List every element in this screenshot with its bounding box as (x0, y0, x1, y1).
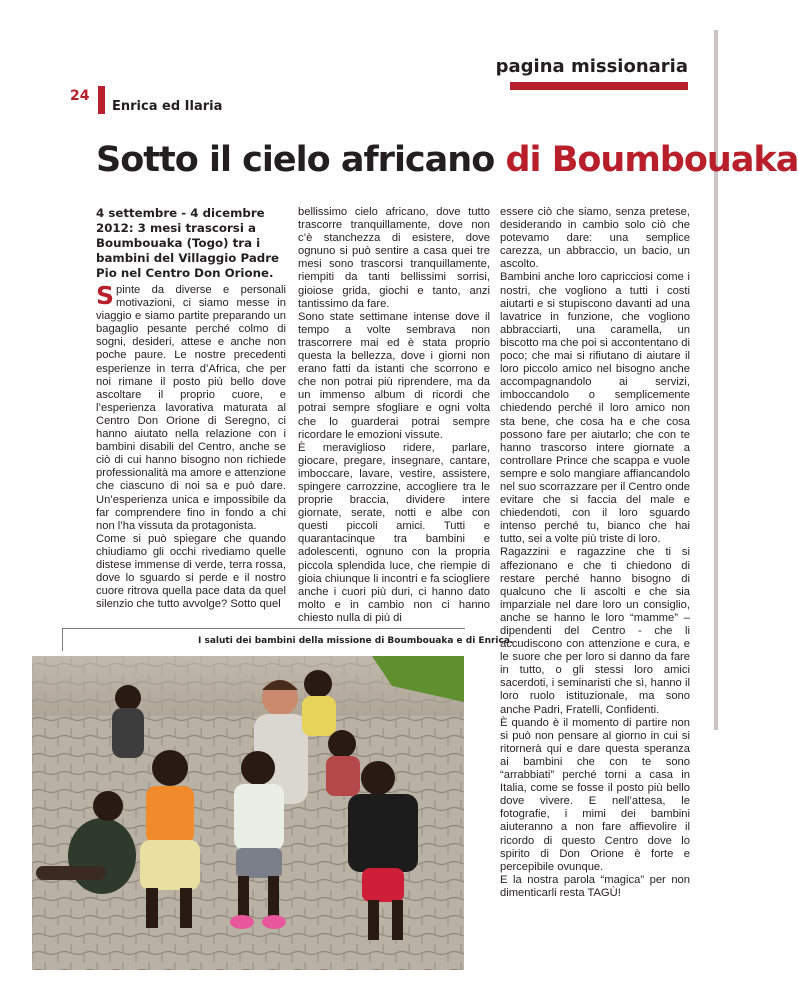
paragraph: essere ciò che siamo, senza pretese, desiderando in cambio solo ciò che potevamo dare: una semplice carezza, un abbraccio, un bacio, un ascolto. (500, 206, 690, 271)
author-accent-bar (98, 86, 105, 114)
child-back-left (112, 685, 144, 758)
header-accent-rule (510, 82, 688, 90)
paragraph: Ragazzini e ragazzine che ti si affezionano e che ti chiedono di restare perché hanno bisogno di qualcuno che li ascolti e che sia imparziale nel dare loro un consiglio, anche se hanno le loro “mamme” – dipendenti del Centro - che li accudiscono con attenzione e cura, e le suore che per loro si danno da fare in tutto, o gli stessi loro amici sacerdoti, i seminaristi che sì, hanno il loro ruolo istituzionale, ma sono anche Padri, Fratelli, Confidenti. (500, 546, 690, 716)
title-accent: di Boumbouaka (505, 140, 798, 180)
title-main: Sotto il cielo africano (96, 140, 506, 180)
paragraph: È quando è il momento di partire non si può non pensare al giorno in cui si ritornerà qui e dare questa speranza ai bambini che con te sono “arrabbiati” perché torni a casa in Italia, come se fosse il posto più bello dove vivere. E nell’attesa, le fotografie, i mimi dei bambini aiuteranno a non fare affievolire il ricordo di questo Centro dove lo spirito di Don Orione è forte e percepibile ovunque. (500, 716, 690, 873)
text-column-2 (298, 206, 490, 625)
section-title: pagina missionaria (495, 56, 688, 77)
paragraph: E la nostra parola “magica” per non dimenticarli resta TAGÙ! (500, 873, 690, 899)
paragraph-text: pinte da diverse e personali motivazioni, ci siamo messe in viaggio e siamo partite preparando un bagaglio pesante perché colmo di sogni, desideri, attese e anche non poche paure. Le nostre precedenti esperienze in terra d’Africa, che per noi rimane il posto più bello dove ascoltare il proprio cuore, e l’esperienza lavorativa maturata al Centro Don Orione di Seregno, ci hanno aiutato nella relazione con i bambini disabili del Centro, anche se ciò di cui hanno bisogno non richiede professionalità ma amore e attenzione che ciascuno di noi sa e può dare. Un’esperienza unica e impossibile da far comprendere fino in fondo a chi non l’ha vissuta da protagonista. (96, 284, 286, 532)
text-column-1 (96, 281, 286, 611)
paragraph: È meraviglioso ridere, parlare, giocare, pregare, insegnare, cantare, imboccare, lavare, vestire, assistere, spingere carrozzine, accogliere tra le proprie braccia, dividere intere giornate, serate, notti e albe con questi piccoli amici. Tutti e quarantacinque tra bambini e adolescenti, ognuno con la propria piccola splendida luce, che riempie di gioia chiunque li incontri e fa sciogliere anche i cuori più duri, ci hanno dato molto e in cambio non ci hanno chiesto nulla di più di (298, 441, 490, 624)
drop-cap: S (96, 281, 115, 310)
paragraph (96, 281, 286, 533)
paragraph: Sono state settimane intense dove il tempo a volte sembrava non trascorrere mai ed è stata proprio questa la bellezza, dove i giorni non erano fatti da istanti che scorrono e che non potrai più riprendere, ma da un immenso album di ricordi che potrai sempre sfogliare e ogni volta che lo guarderai potrai sempre ricordare le emozioni vissute. (298, 310, 490, 441)
text-column-3 (500, 206, 690, 900)
page-number: 24 (70, 88, 90, 104)
article-lead: 4 settembre - 4 dicembre 2012: 3 mesi trascorsi a Boumbouaka (Togo) tra i bambini del Villaggio Padre Pio nel Centro Don Orione. (96, 206, 280, 280)
author-byline: Enrica ed Ilaria (112, 99, 223, 114)
article-title (96, 140, 798, 180)
page-edge-strip (714, 30, 718, 730)
paragraph: Come si può spiegare che quando chiudiamo gli occhi rivediamo quelle distese immense di verde, terra rossa, dove lo sguardo si perde e il nostro cuore ritrova quella pace data da quel silenzio che tutto avvolge? Sotto quel (96, 532, 286, 611)
photo-caption: I saluti dei bambini della missione di Boumbouaka e di Enrica. (198, 636, 514, 646)
children-group-photo (32, 656, 464, 970)
paragraph: bellissimo cielo africano, dove tutto trascorre tranquillamente, dove non c’è stanchezza di esistere, dove ognuno si può sentire a casa quei tre mesi sono trascorsi tranquillamente, riempiti da tanti bellissimi sorrisi, gioiose grida, giochi e tanto, anzi tantissimo da fare. (298, 206, 490, 310)
child-back-right (302, 670, 336, 736)
photo-illustration (32, 656, 464, 970)
paragraph: Bambini anche loro capricciosi come i nostri, che vogliono a tutti i costi aiutarti e si stupiscono davanti ad una lavatrice in funzione, che vogliono abbracciarti, una caramella, un biscotto ma che poi si accontentano di poco; che mai si rifiutano di aiutare il loro piccolo amico nel bisogno anche accompagnandolo ai servizi, imboccandolo o semplicemente chiedendo perché il loro amico non sta bene, che cosa ha e che cosa possono fare per aiutarlo; che con te hanno trascorso intere giornate a controllare Prince che scappa e vuole sempre e solo mangiare affiancandolo nel suo scorrazzare per il Centro onde evitare che si faccia del male e chiedendoti, con il loro sguardo intenso perché tu, bianco che hai tutto, sei a volte più triste di loro. (500, 271, 690, 546)
child-center-back (326, 730, 360, 796)
